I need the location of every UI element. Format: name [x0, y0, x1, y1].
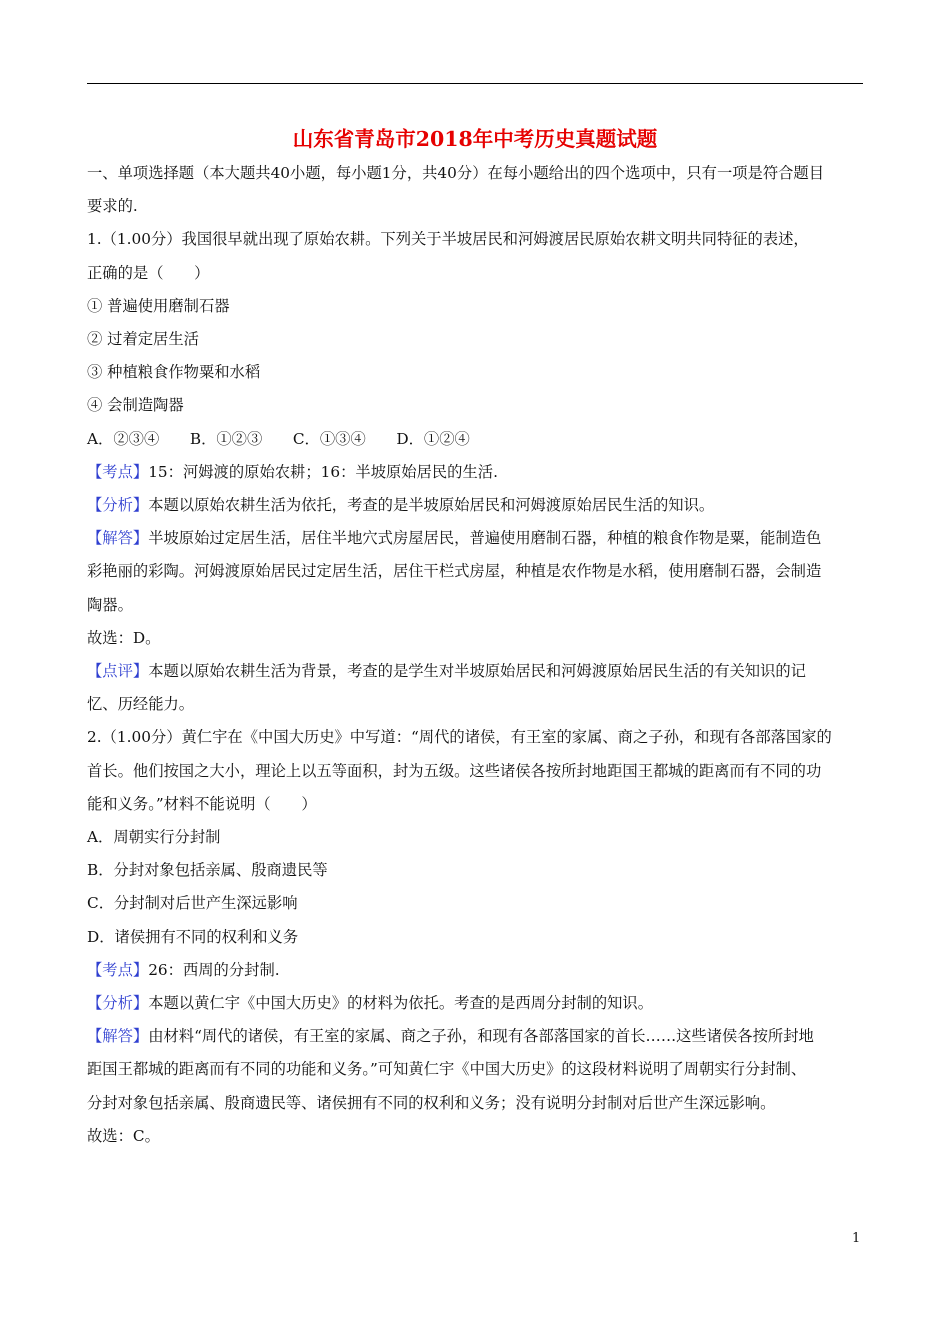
text-line: [87, 987, 863, 1020]
header-rule: [87, 83, 863, 84]
section-tag: 【分析】: [87, 994, 149, 1013]
section-tag: 【点评】: [87, 662, 149, 681]
text-line: [87, 954, 863, 987]
line-text: 故选：C。: [87, 1126, 160, 1145]
text-line: [87, 257, 863, 290]
line-text: B．分封对象包括亲属、殷商遗民等: [87, 861, 328, 880]
section-tag: 【解答】: [87, 1027, 149, 1046]
line-text: 1.（1.00分）我国很早就出现了原始农耕。下列关于半坡居民和河姆渡居民原始农耕文明共同特征的表述，: [87, 230, 809, 249]
page-number: 1: [852, 1231, 861, 1246]
text-line: [87, 456, 863, 489]
text-line: [87, 389, 863, 422]
text-line: [87, 721, 863, 754]
text-line: [87, 1053, 863, 1086]
line-text: ③ 种植粮食作物粟和水稻: [87, 363, 261, 382]
line-text: 本题以黄仁宇《中国大历史》的材料为依托。考查的是西周分封制的知识。: [148, 994, 654, 1013]
text-line: [87, 688, 863, 721]
line-text: A．②③④ B．①②③ C．①③④ D．①②④: [87, 429, 470, 448]
line-text: 忆、历经能力。: [87, 695, 195, 714]
text-line: [87, 755, 863, 788]
line-text: 首长。他们按国之大小，理论上以五等面积，封为五级。这些诸侯各按所封地距国王都城的距离而有不同的功: [87, 761, 822, 780]
text-line: [87, 223, 863, 256]
section-tag: 【分析】: [87, 496, 149, 515]
line-text: 26：西周的分封制.: [148, 960, 280, 979]
section-tag: 【考点】: [87, 462, 149, 481]
line-text: 故选：D。: [87, 628, 161, 647]
line-text: D．诸侯拥有不同的权利和义务: [87, 927, 299, 946]
line-text: A．周朝实行分封制: [87, 828, 221, 847]
text-line: [87, 854, 863, 887]
text-line: [87, 788, 863, 821]
line-text: 距国王都城的距离而有不同的功能和义务。”可知黄仁宇《中国大历史》的这段材料说明了周朝实行分封制、: [87, 1060, 807, 1079]
text-line: [87, 290, 863, 323]
line-text: 由材料“周代的诸侯，有王室的家属、商之子孙，和现有各部落国家的首长……这些诸侯各按所封地: [148, 1027, 814, 1046]
text-line: [87, 423, 863, 456]
text-line: [87, 323, 863, 356]
document-title: 山东省青岛市2018年中考历史真题试题: [292, 127, 658, 151]
line-text: C．分封制对后世产生深远影响: [87, 894, 298, 913]
text-line: [87, 921, 863, 954]
line-text: 正确的是（ ）: [87, 263, 210, 282]
line-text: 本题以原始农耕生活为背景，考查的是学生对半坡原始居民和河姆渡原始居民生活的有关知识的记: [148, 662, 806, 681]
text-line: [87, 887, 863, 920]
line-text: ④ 会制造陶器: [87, 396, 184, 415]
text-line: [87, 1020, 863, 1053]
line-text: 能和义务。”材料不能说明（ ）: [87, 794, 317, 813]
line-text: ② 过着定居生活: [87, 330, 199, 349]
line-text: 要求的.: [87, 197, 138, 216]
text-line: [87, 157, 863, 190]
line-text: ① 普遍使用磨制石器: [87, 296, 230, 315]
line-text: 一、单项选择题（本大题共40小题，每小题1分，共40分）在每小题给出的四个选项中，只有一项是符合题目: [87, 164, 825, 182]
line-text: 半坡原始过定居生活，居住半地穴式房屋居民，普遍使用磨制石器，种植的粮食作物是粟，能制造色: [148, 529, 822, 548]
line-text: 本题以原始农耕生活为依托，考查的是半坡原始居民和河姆渡原始居民生活的知识。: [148, 496, 715, 515]
line-text: 陶器。: [87, 595, 133, 614]
text-line: [87, 1087, 863, 1120]
text-line: [87, 821, 863, 854]
text-line: [87, 622, 863, 655]
document-body: [87, 157, 863, 1153]
text-line: [87, 190, 863, 223]
text-line: [87, 522, 863, 555]
section-tag: 【解答】: [87, 529, 149, 548]
line-text: 2.（1.00分）黄仁宇在《中国大历史》中写道：“周代的诸侯，有王室的家属、商之子孙，和现有各部落国家的: [87, 728, 832, 747]
text-line: [87, 356, 863, 389]
text-line: [87, 589, 863, 622]
line-text: 分封对象包括亲属、殷商遗民等、诸侯拥有不同的权利和义务；没有说明分封制对后世产生深远影响。: [87, 1093, 776, 1112]
text-line: [87, 1120, 863, 1153]
line-text: 彩艳丽的彩陶。河姆渡原始居民过定居生活，居住干栏式房屋，种植是农作物是水稻，使用磨制石器，会制造: [87, 562, 822, 581]
text-line: [87, 489, 863, 522]
text-line: [87, 555, 863, 588]
section-tag: 【考点】: [87, 960, 149, 979]
line-text: 15：河姆渡的原始农耕；16：半坡原始居民的生活.: [148, 462, 498, 481]
text-line: [87, 655, 863, 688]
